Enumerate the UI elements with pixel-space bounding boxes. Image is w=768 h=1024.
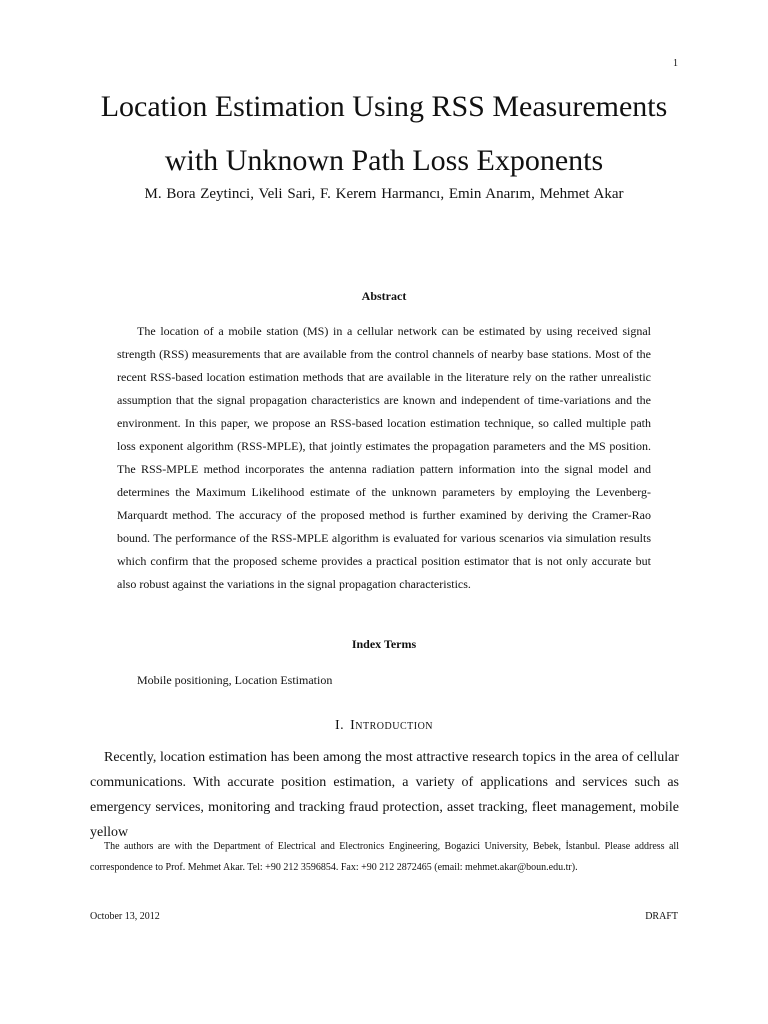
index-terms-text: Mobile positioning, Location Estimation [137, 673, 333, 687]
section-numeral: I. [334, 718, 345, 733]
paper-title-line-2: with Unknown Path Loss Exponents [164, 144, 604, 177]
index-terms-heading: Index Terms [351, 637, 417, 651]
paper-title [0, 80, 768, 188]
author-footnote: The authors are with the Department of Electrical and Electronics Engineering, Bogazici University, Bebek, İstanbul. Please address all correspondence to Prof. Mehmet Akar. Tel: +90 212 3596854. Fax: +90 212 2872465 (email: mehmet.akar@boun.edu.tr). [90, 841, 679, 873]
footer-draft-label: DRAFT [645, 911, 678, 922]
section-heading [0, 718, 768, 734]
introduction-text: Recently, location estimation has been among the most attractive research topics in the area of cellular communications. With accurate position estimation, a variety of applications and services such as emergency services, monitoring and tracking fraud protection, asset tracking, fleet management, mobile yellow [90, 750, 679, 840]
page-number: 1 [673, 58, 678, 69]
paper-title-line-1: Location Estimation Using RSS Measurements [100, 90, 668, 123]
abstract-heading: Abstract [361, 289, 407, 303]
section-title: Introduction [350, 718, 434, 733]
abstract-text: The location of a mobile station (MS) in a cellular network can be estimated by using received signal strength (RSS) measurements that are available from the control channels of nearby base stations. Most of the recent RSS-based location estimation methods that are available in the literature rely on the rather unrealistic assumption that the signal propagation characteristics are known and independent of time-variations and the environment. In this paper, we propose an RSS-based location estimation technique, so called multiple path loss exponent algorithm (RSS-MPLE), that jointly estimates the propagation parameters and the MS position. The RSS-MPLE method incorporates the antenna radiation pattern information into the signal model and determines the Maximum Likelihood estimate of the unknown parameters by employing the Levenberg-Marquardt method. The accuracy of the proposed method is further examined by deriving the Cramer-Rao bound. The performance of the RSS-MPLE algorithm is evaluated for various scenarios via simulation results which confirm that the proposed scheme provides a practical position estimator that is not only accurate but also robust against the variations in the signal propagation characteristics. [117, 324, 651, 591]
author-list: M. Bora Zeytinci, Veli Sari, F. Kerem Harmancı, Emin Anarım, Mehmet Akar [144, 186, 624, 202]
footer-date: October 13, 2012 [90, 911, 160, 922]
